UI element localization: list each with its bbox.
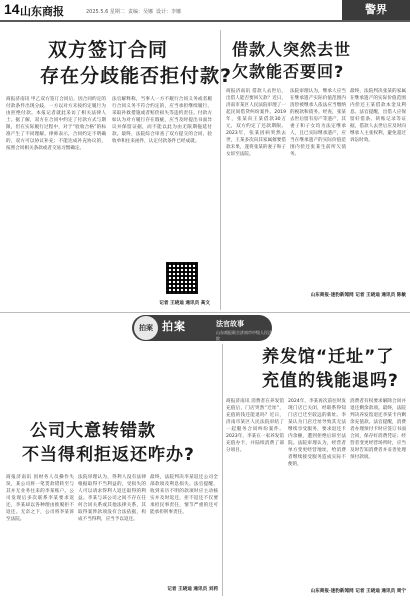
article4-byline: 记者 王晓迪 通讯员 刘莉 xyxy=(167,587,218,592)
qr-code xyxy=(166,262,198,294)
banner-subtitle: 山东商报联合济南市中级人民法院 xyxy=(216,330,272,341)
article3-body-col3: 消费者有权要求解除合同并退还剩余款项。最终，法院判决养发馆退还李某卡内剩余充值款。法官提醒，消费者办理预付卡时应签订书面合同，保存好消费凭证；经营者变更经营场所时，应当及时告知消费者并妥善处理预付款项。 xyxy=(350,399,406,460)
article1-title-line1: 双方签订合同 xyxy=(48,39,169,61)
issue-date: 2025.5.6 星期二 xyxy=(86,9,125,15)
horizontal-divider xyxy=(0,312,410,313)
section-tab: 警界 xyxy=(342,0,410,20)
article1-body-col1: 商报济南讯 甲乙双方签订合同后，因合同约定的付款条件出现分歧，一方以对方未按约定履行为由拒绝付款。本报记者就此采访了相关法律人士。据了解，双方在合同中约定了付款方式与期限，但在实际履行过程中，对于“验收合格”的标准产生了不同理解。律师表示，合同约定不明确的，双方可以协议补充；不能达成补充协议的，按照合同相关条款或者交易习惯确定。 xyxy=(6,97,106,151)
article4-body-col1: 商报济南讯 因财务人员操作失误，某公司将一笔货款错转至与其并无业务往来的李某账户。公司发现后多次联系李某要求返还，李某却以各种理由推脱拒不返还。无奈之下，公司将李某诉至法院。 xyxy=(6,475,74,522)
article1-body-col2: 法官解释称，当事人一方不履行合同义务或者履行合同义务不符合约定的，应当承担继续履行、采取补救措施或者赔偿损失等违约责任。付款方如认为对方履行存在瑕疵，应当及时提出书面异议并保留证据，而不能以此为由无限期拖延付款。最终，法院综合审查了双方提交的合同、验收单和往来函件，认定付款条件已经成就。 xyxy=(112,97,212,144)
article3-title-line1: 养发馆“迁址”了 xyxy=(262,347,395,367)
column-divider xyxy=(220,30,221,310)
editor-credit: 责编：吴娜 xyxy=(128,9,154,15)
article3-title-line2: 充值的钱能退吗? xyxy=(262,371,399,391)
article1-byline: 记者 王晓迪 通讯员 高文 xyxy=(159,301,210,306)
article3-byline: 山东商报·速豹新闻网 记者 王晓迪 通讯员 周宁 xyxy=(310,589,406,594)
article3-body-col1: 商报济南讯 消费者在养发馆充值后，门店突然“迁址”，充值的钱还能退吗？近日，济南市某区人民法院审结了一起服务合同纠纷案件。2023年，李某在一家养发馆充值办卡，并陆续消费了部分项目。 xyxy=(226,399,284,453)
article4-title-line2: 不当得利拒返还咋办? xyxy=(22,445,195,465)
article2-body-col1: 商报济南讯 借款人去世后，出借人能否要回欠款？近日，济南市某区人民法院审理了一起民间借贷纠纷案件。2019年，张某向王某借款30万元，双方约定了还款期限。2023年，张某因病突然去世，王某多次向其家属催要借款未果，遂将张某的妻子和子女诉至法院。 xyxy=(226,89,286,157)
designer-credit: 设计：李娜 xyxy=(156,9,182,15)
article2-body-col3: 最终，法院判决张某的家属在继承遗产的实际价值范围内偿还王某借款本金及利息。法官提醒，出借人应保留好借条、转账记录等证据，借款人去世后应及时向继承人主张权利，避免超过诉讼时效。 xyxy=(350,89,406,143)
article4-body-col2: 法院审理认为，得利人没有法律根据取得不当利益的，受损失的人可以请求得利人返还取得的利益。李某与该公司之间不存在任何合同关系或其他法律关系，其取得案涉款项没有合法依据，构成不当得利，应当予以返还。 xyxy=(78,475,146,522)
gavel-icon: 拍案 xyxy=(134,316,158,340)
article2-title-line2: 欠款能否要回? xyxy=(232,62,345,81)
banner-logo: 拍案 xyxy=(162,320,186,333)
article2-body-col2: 法院审理认为，继承人应当在继承遗产实际价值范围内清偿被继承人依法应当缴纳的税款和债务。经查，张某去世后留有房产等遗产，其妻子和子女均为法定继承人，且已实际继承遗产，应当在继承遗产的实际价值范围内偿还张某生前所欠债务。 xyxy=(290,89,346,157)
paper-name: 山东商报 xyxy=(20,5,64,18)
column-divider-bottom xyxy=(222,344,223,596)
page-number: 14 xyxy=(4,1,20,17)
article2-byline: 山东商报·速豹新闻网 记者 王晓迪 通讯员 陈敏 xyxy=(310,293,406,298)
column-banner xyxy=(132,315,272,341)
banner-slogan: 法官故事 xyxy=(216,320,244,328)
article3-body-col2: 2024年，李某再次前往时发现门店已关闭，经联系得知门店已迁至较远的新址。李某认为门店迁址导致其无法继续享受服务，要求退还卡内余额，遭到拒绝后诉至法院。法院审理认为，经营者单方变更经营地址，给消费者继续接受服务造成实际不便的， xyxy=(288,399,346,467)
article4-body-col3: 最终，法院判决李某返还公司全部款项及利息损失。法官提醒，收到来历不明的款项时应主动核实并及时返还，拒不返还不仅要承担民事责任，情节严重的还可能承担刑事责任。 xyxy=(150,475,218,515)
article4-title-line1: 公司大意转错款 xyxy=(30,421,156,441)
article1-title-line2: 存在分歧能否拒付款? xyxy=(40,65,233,87)
article2-title-line1: 借款人突然去世 xyxy=(232,40,352,59)
page-header xyxy=(0,0,410,22)
